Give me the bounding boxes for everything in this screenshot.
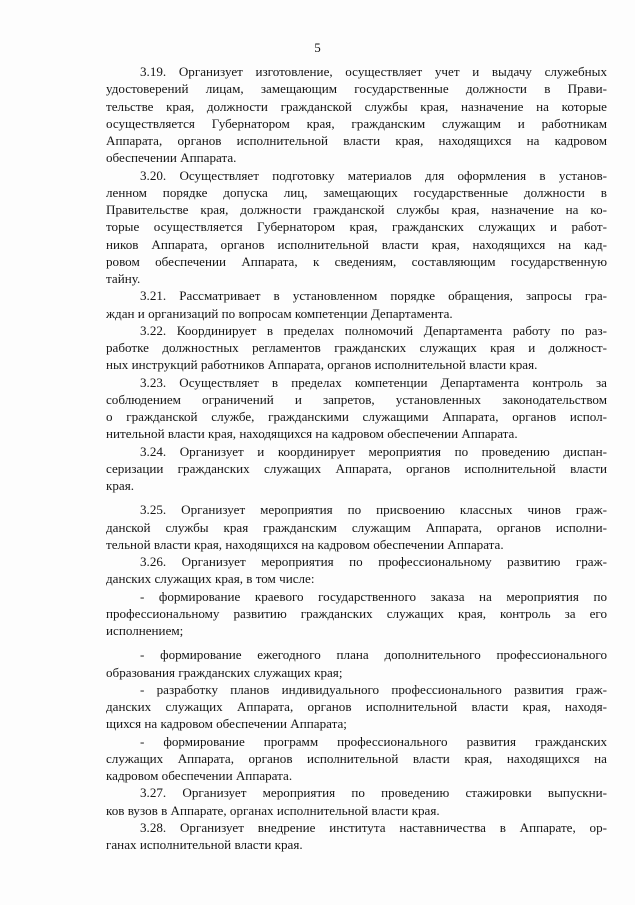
text-line: ных инструкций работников Аппарата, органов исполнительной власти края. <box>106 357 538 373</box>
text-line: Аппарата, органов исполнительной власти края, находящихся на кадровом <box>106 133 607 148</box>
text-line: ков вузов в Аппарате, органах исполнительной власти края. <box>106 802 440 818</box>
text-line: ровом обеспечении Аппарата, к сведениям, составляющим государственную <box>106 253 607 269</box>
text-line: тельной власти края, находящихся на кадровом обеспечении Аппарата. <box>106 536 504 552</box>
text-line: 3.26. Организует мероприятия по профессиональному развитию граж- <box>140 554 607 569</box>
text-line: образования гражданских служащих края; <box>106 664 343 680</box>
text-line: - формирование ежегодного плана дополнительного профессионального <box>140 647 607 663</box>
text-line: о гражданской службе, гражданскими служащими Аппарата, органов испол- <box>106 409 607 424</box>
text-line: серизации гражданских служащих Аппарата, органов исполнительной власти <box>106 460 607 476</box>
text-line: - формирование краевого государственного заказа на мероприятия по <box>140 588 607 604</box>
text-line: 3.22. Координирует в пределах полномочий Департамента работу по раз- <box>140 322 607 338</box>
text-line: исполнением; <box>106 623 184 638</box>
text-line: служащих Аппарата, органов исполнительной власти края, находящихся на <box>106 750 607 766</box>
text-line: 3.23. Осуществляет в пределах компетенции Департамента контроль за <box>140 374 607 390</box>
text-line: 3.27. Организует мероприятия по проведению стажировки выпускни- <box>140 785 607 801</box>
text-line: торые осуществляется Губернатором края, гражданских служащих и работ- <box>106 219 607 235</box>
text-line: 3.20. Осуществляет подготовку материалов для оформления в установ- <box>140 167 607 183</box>
text-line: щихся на кадровом обеспечении Аппарата; <box>106 716 347 732</box>
text-line: профессиональному развитию гражданских служащих края, контроль за его <box>106 605 607 621</box>
text-line: тельстве края, должности гражданской службы края, назначение на которые <box>106 98 607 114</box>
text-line: данских служащих края, в том числе: <box>106 571 315 587</box>
page-number: 5 <box>314 40 321 55</box>
text-line: тайну. <box>106 271 141 286</box>
text-line: ленном порядке допуска лиц, замещающих государственные должности в <box>106 184 607 200</box>
text-line: 3.19. Организует изготовление, осуществляет учет и выдачу служебных <box>140 64 607 79</box>
text-line: данской службы края гражданским служащим Аппарата, органов исполни- <box>106 519 607 535</box>
text-line: 3.21. Рассматривает в установленном порядке обращения, запросы гра- <box>140 288 607 304</box>
text-line: - формирование программ профессионального развития гражданских <box>140 733 607 749</box>
document-body <box>106 63 607 853</box>
text-line: ников Аппарата, органов исполнительной власти края, находящихся на кад- <box>106 236 607 252</box>
text-line: работке должностных регламентов гражданских служащих края и должност- <box>106 340 607 355</box>
text-line: удостоверений лицам, замещающим государственные должности в Прави- <box>106 81 607 97</box>
text-line: Правительстве края, должности гражданской службы края, назначение на ко- <box>106 202 607 217</box>
text-line: 3.25. Организует мероприятия по присвоению классных чинов граж- <box>140 502 607 518</box>
text-line: края. <box>106 478 135 493</box>
text-line: кадровом обеспечении Аппарата. <box>106 768 293 783</box>
text-line: - разработку планов индивидуального профессионального развития граж- <box>140 681 607 697</box>
text-line: 3.24. Организует и координирует мероприятия по проведению диспан- <box>140 443 607 459</box>
text-line: данских служащих Аппарата, органов исполнительной власти края, находя- <box>106 699 607 714</box>
text-line: соблюдением ограничений и запретов, установленных законодательством <box>106 391 607 407</box>
text-line: ганах исполнительной власти края. <box>106 837 303 852</box>
text-line: нительной власти края, находящихся на кадровом обеспечении Аппарата. <box>106 426 518 442</box>
text-line: ждан и организаций по вопросам компетенции Департамента. <box>106 305 453 321</box>
text-line: обеспечении Аппарата. <box>106 150 237 166</box>
text-line: осуществляется Губернатором края, гражданским служащим и работникам <box>106 115 607 131</box>
text-line: 3.28. Организует внедрение института наставничества в Аппарате, ор- <box>140 819 607 835</box>
